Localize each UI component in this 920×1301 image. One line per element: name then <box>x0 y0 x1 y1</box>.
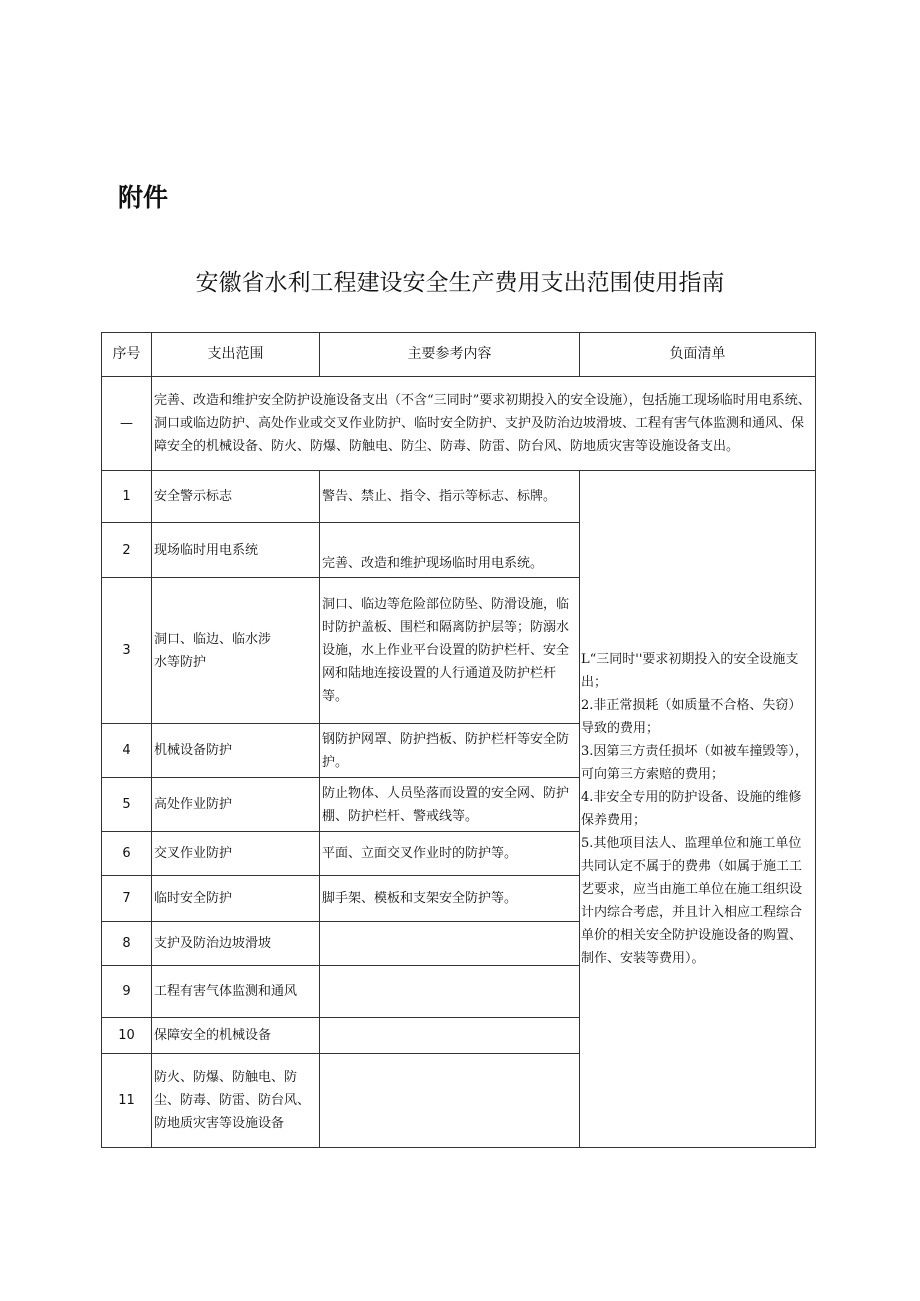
header-negative-list: 负面清单 <box>580 333 816 377</box>
row-content <box>320 1018 580 1054</box>
negative-list-cell <box>580 471 816 1148</box>
row-scope: 防火、防爆、防触电、防尘、防毒、防雷、防台风、防地质灾害等设施设备 <box>152 1054 320 1148</box>
row-content <box>320 966 580 1018</box>
row-no: 6 <box>102 832 152 876</box>
row-scope: 工程有害气体监测和通风 <box>152 966 320 1018</box>
row-content: 警告、禁止、指令、指示等标志、标牌。 <box>320 471 580 523</box>
section-no: — <box>102 377 152 471</box>
row-scope: 现场临时用电系统 <box>152 523 320 578</box>
page-title: 安徽省水利工程建设安全生产费用支出范围使用指南 <box>195 270 725 296</box>
row-no: 3 <box>102 578 152 724</box>
row-content: 平面、立面交叉作业时的防护等。 <box>320 832 580 876</box>
header-no: 序号 <box>102 333 152 377</box>
negative-item: 5.其他项目法人、监理单位和施工单位共同认定不属于的费弗（如属于施工工艺要求，应当由施工单位在施工组织设计内综合考虑，并且计入相应工程综合单价的相关安全防护设施设备的购置、制作、安装等费用）。 <box>581 836 803 966</box>
row-content: 洞口、临边等危险部位防坠、防滑设施，临时防护盖板、围栏和隔离防护层等；防溺水设施，水上作业平台设置的防护栏杆、安全网和陆地连接设置的人行通道及防护栏杆等。 <box>320 578 580 724</box>
row-no: 5 <box>102 778 152 832</box>
header-content: 主要参考内容 <box>320 333 580 377</box>
expense-scope-table <box>101 332 816 1148</box>
row-scope: 临时安全防护 <box>152 876 320 922</box>
table-row <box>102 471 816 523</box>
row-no: 8 <box>102 922 152 966</box>
row-no: 9 <box>102 966 152 1018</box>
negative-item: L“三同时''要求初期投入的安全设施支出； <box>581 652 799 690</box>
row-scope: 支护及防治边坡滑坡 <box>152 922 320 966</box>
row-no: 2 <box>102 523 152 578</box>
row-content: 钢防护网罩、防护挡板、防护栏杆等安全防护。 <box>320 724 580 778</box>
row-no: 11 <box>102 1054 152 1148</box>
row-scope: 机械设备防护 <box>152 724 320 778</box>
section-row <box>102 377 816 471</box>
row-scope: 洞口、临边、临水涉水等防护 <box>152 578 320 724</box>
row-scope: 交叉作业防护 <box>152 832 320 876</box>
row-no: 7 <box>102 876 152 922</box>
row-content: 完善、改造和维护现场临时用电系统。 <box>320 523 580 578</box>
row-scope: 保障安全的机械设备 <box>152 1018 320 1054</box>
row-scope: 高处作业防护 <box>152 778 320 832</box>
row-no: 10 <box>102 1018 152 1054</box>
attachment-label: 附件 <box>118 183 169 212</box>
row-content: 脚手架、模板和支架安全防护等。 <box>320 876 580 922</box>
row-content <box>320 922 580 966</box>
negative-item: 3.因第三方责任损坏（如被车撞毁等），可向第三方索赔的费用； <box>581 744 808 782</box>
row-content: 防止物体、人员坠落而设置的安全网、防护棚、防护栏杆、警戒线等。 <box>320 778 580 832</box>
header-scope: 支出范围 <box>152 333 320 377</box>
table-header-row <box>102 333 816 377</box>
row-scope: 安全警示标志 <box>152 471 320 523</box>
row-content <box>320 1054 580 1148</box>
row-no: 1 <box>102 471 152 523</box>
section-text: 完善、改造和维护安全防护设施设备支出（不含“三同时”要求初期投入的安全设施），包括施工现场临时用电系统、洞口或临边防护、高处作业或交叉作业防护、临时安全防护、支护及防治边坡滑坡、工程有害气体监测和通风、保障安全的机械设备、防火、防爆、防触电、防尘、防毒、防雷、防台风、防地质灾害等设施设备支出。 <box>152 377 816 471</box>
negative-item: 4.非安全专用的防护设备、设施的维修保养费用； <box>581 790 802 828</box>
negative-item: 2.非正常损耗（如质量不合格、失窃）导致的费用； <box>581 698 802 736</box>
row-no: 4 <box>102 724 152 778</box>
